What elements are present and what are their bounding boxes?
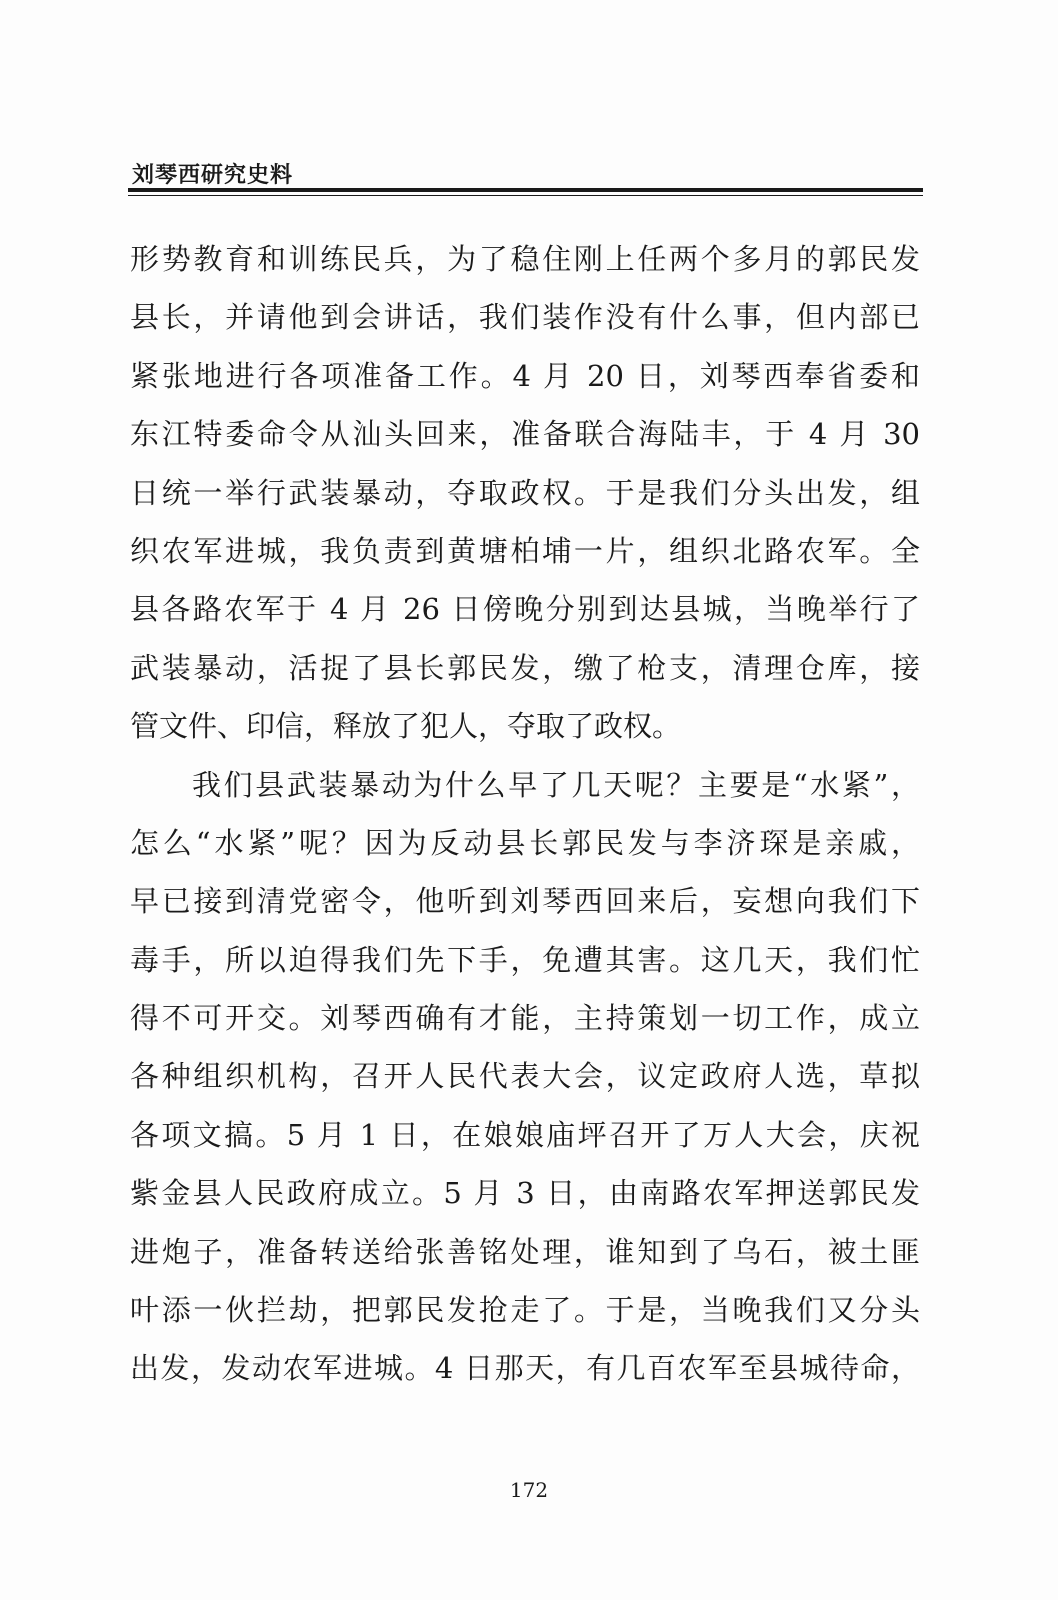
text-line: 毒手，所以迫得我们先下手，免遭其害。这几天，我们忙 [130,942,920,977]
text-line: 早已接到清党密令，他听到刘琴西回来后，妄想向我们下 [130,884,920,919]
text-line: 怎么“水紧”呢？因为反动县长郭民发与李济琛是亲戚， [130,825,920,860]
text-line: 东江特委命令从汕头回来，准备联合海陆丰，于 4 月 30 [130,417,920,452]
text-line: 织农军进城，我负责到黄塘柏埔一片，组织北路农军。全 [130,533,920,568]
text-line: 各项文搞。5 月 1 日，在娘娘庙坪召开了万人大会，庆祝 [130,1117,920,1152]
text-line: 紧张地进行各项准备工作。4 月 20 日，刘琴西奉省委和 [130,358,920,393]
text-line: 出发，发动农军进城。4 日那天，有几百农军至县城待命， [130,1351,920,1386]
text-line: 日统一举行武装暴动，夺取政权。于是我们分头出发，组 [130,475,920,510]
page-number: 172 [509,1478,549,1502]
running-head: 刘琴西研究史料 [132,163,294,188]
text-line: 各种组织机构，召开人民代表大会，议定政府人选，草拟 [130,1059,920,1094]
text-line: 武装暴动，活捉了县长郭民发，缴了枪支，清理仓库，接 [130,650,920,685]
text-line: 管文件、印信，释放了犯人，夺取了政权。 [130,709,682,744]
text-line: 进炮子，准备转送给张善铭处理，谁知到了乌石，被土匪 [130,1234,920,1269]
header-rule-thick [128,188,923,192]
header-rule-thin [128,195,923,196]
text-line: 县长，并请他到会讲话，我们装作没有什么事，但内部已 [130,300,920,335]
text-line: 叶添一伙拦劫，把郭民发抢走了。于是，当晚我们又分头 [130,1293,920,1328]
text-line: 县各路农军于 4 月 26 日傍晚分别到达县城，当晚举行了 [130,592,920,627]
text-line: 得不可开交。刘琴西确有才能，主持策划一切工作，成立 [130,1001,920,1036]
text-line: 我们县武装暴动为什么早了几天呢？主要是“水紧”， [192,767,920,802]
body-text [130,230,920,1398]
text-line: 形势教育和训练民兵，为了稳住刚上任两个多月的郭民发 [130,242,920,276]
text-line: 紫金县人民政府成立。5 月 3 日，由南路农军押送郭民发 [130,1176,920,1211]
